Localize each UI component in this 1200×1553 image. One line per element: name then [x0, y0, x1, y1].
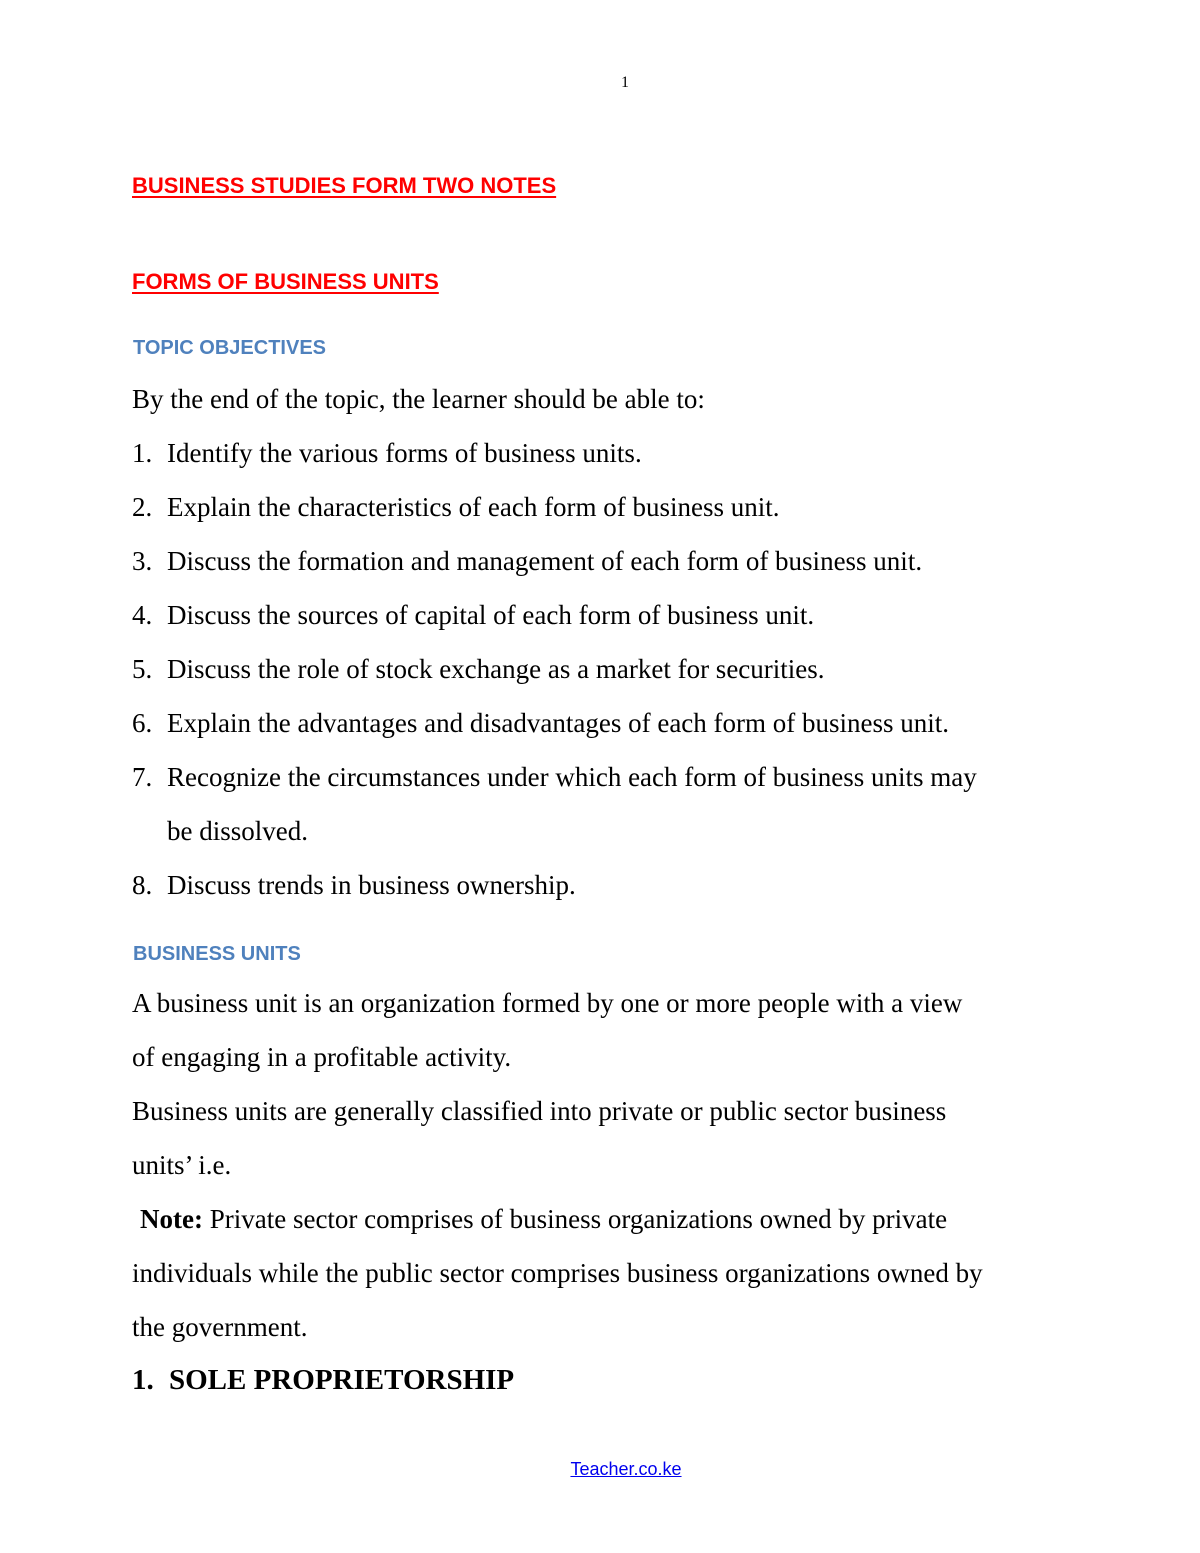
objective-item — [132, 867, 576, 903]
objective-number: 7. — [132, 762, 153, 792]
objective-number: 4. — [132, 600, 153, 630]
objective-number: 8. — [132, 870, 153, 900]
objectives-heading: TOPIC OBJECTIVES — [133, 337, 327, 359]
section-number: 1. — [132, 1364, 154, 1396]
objective-text: Explain the advantages and disadvantages of each form of business unit. — [167, 708, 950, 738]
objective-text: Discuss the formation and management of each form of business unit. — [167, 546, 923, 576]
objective-text: Identify the various forms of business units. — [167, 438, 642, 468]
objective-text: Discuss trends in business ownership. — [167, 870, 576, 900]
note-label: Note: — [140, 1204, 203, 1234]
objective-item — [132, 651, 825, 687]
footer-link[interactable]: Teacher.co.ke — [570, 1459, 682, 1479]
definition-line: of engaging in a profitable activity. — [132, 1042, 512, 1072]
objective-text: Recognize the circumstances under which each form of business units may — [167, 762, 977, 792]
objective-continuation-text: be dissolved. — [167, 816, 308, 846]
section-heading — [132, 1364, 514, 1397]
note-text: Private sector comprises of business organizations owned by private — [209, 1204, 948, 1234]
business-units-heading: BUSINESS UNITS — [133, 943, 301, 965]
objective-item — [132, 489, 780, 525]
classification-line: Business units are generally classified into private or public sector business — [132, 1096, 947, 1126]
objective-text: Discuss the role of stock exchange as a market for securities. — [167, 654, 825, 684]
objective-item — [132, 543, 922, 579]
objective-item — [132, 705, 949, 741]
topic-title: FORMS OF BUSINESS UNITS — [132, 269, 439, 294]
section-title: SOLE PROPRIETORSHIP — [169, 1364, 515, 1396]
objective-item — [132, 435, 642, 471]
note-paragraph-line: individuals while the public sector comprises business organizations owned by — [132, 1258, 983, 1288]
objective-number: 3. — [132, 546, 153, 576]
document-title: BUSINESS STUDIES FORM TWO NOTES — [132, 173, 557, 198]
objectives-intro: By the end of the topic, the learner should be able to: — [132, 384, 705, 414]
definition-line: A business unit is an organization formed by one or more people with a view — [132, 988, 963, 1018]
objective-item — [132, 597, 814, 633]
objective-number: 2. — [132, 492, 153, 522]
objective-number: 1. — [132, 438, 153, 468]
objective-text: Explain the characteristics of each form of business unit. — [167, 492, 780, 522]
note-paragraph-line — [140, 1201, 947, 1237]
page-number: 1 — [621, 74, 629, 91]
classification-line: units’ i.e. — [132, 1150, 232, 1180]
objective-item-continuation — [132, 813, 308, 849]
objective-number: 6. — [132, 708, 153, 738]
objective-text: Discuss the sources of capital of each form of business unit. — [167, 600, 815, 630]
objective-item — [132, 759, 977, 795]
note-paragraph-line: the government. — [132, 1312, 308, 1342]
objective-number: 5. — [132, 654, 153, 684]
